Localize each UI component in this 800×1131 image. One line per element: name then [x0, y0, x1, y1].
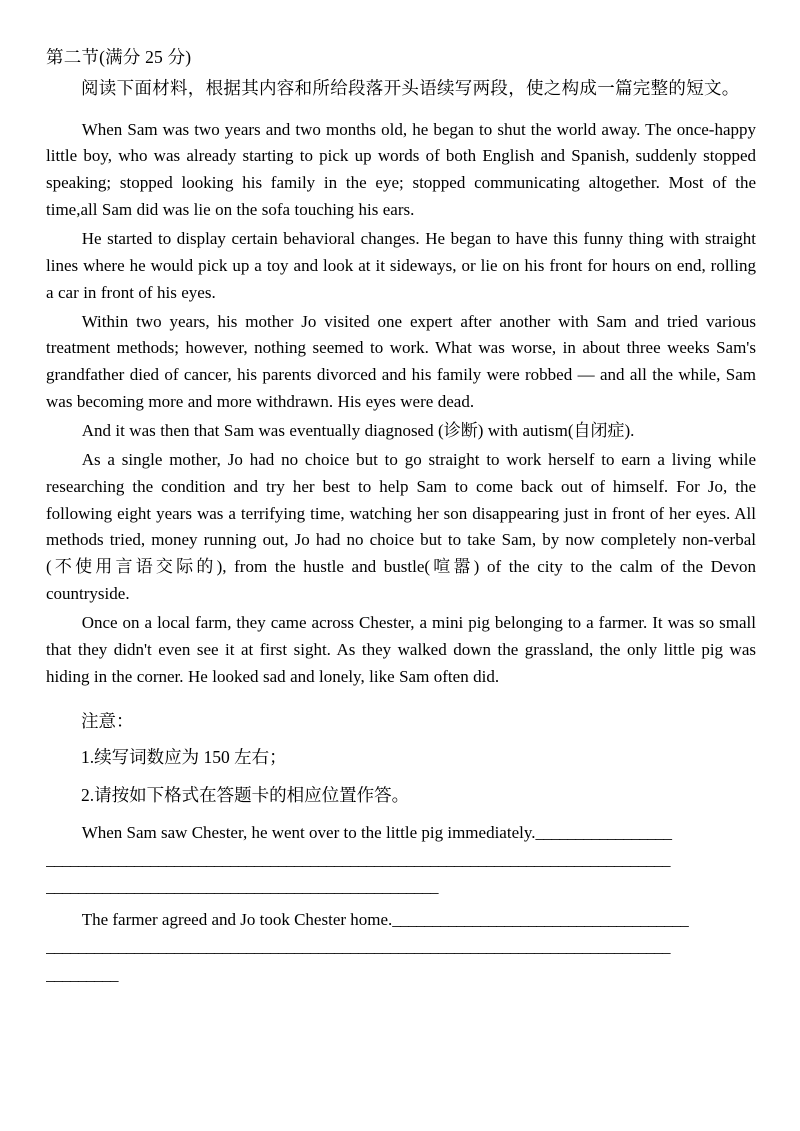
notes-title: 注意：: [81, 710, 134, 731]
passage-paragraph-5: As a single mother, Jo had no choice but to go straight to work herself to earn a living while researching the condition and try her best to help Sam to come back out of himself. For Jo, the following eight years was a terrifying time, watching her son disappearing just in front of her eyes. All methods tried, money running out, Jo had no choice but to take Sam, by now completely non-verbal (不使用言语交际的), from the hustle and bustle(喧嚣) of the city to the calm of the Devon countryside.: [46, 449, 756, 604]
continuation-paragraph-1-opening: [46, 819, 756, 846]
continuation-2-blank: _____________________________________: [392, 910, 689, 930]
continuation-2-text: The farmer agreed and Jo took Chester home.: [81, 910, 393, 930]
section-header: 第二节(满分 25 分): [46, 47, 192, 67]
passage-paragraph-3: Within two years, his mother Jo visited one expert after another with Sam and tried various treatment methods; however, nothing seemed to work. What was worse, in about three weeks Sam's grandfather died of cancer, his parents divorced and his family were robbed — and all the while, Sam was becoming more and more withdrawn. His eyes were dead.: [46, 311, 756, 412]
continuation-paragraph-2-opening: [46, 906, 756, 933]
note-item-1: 1.续写词数应为 150 左右；: [81, 746, 287, 767]
passage-paragraph-1: When Sam was two years and two months old, he began to shut the world away. The once-happy little boy, who was already starting to pick up words of both English and Spanish, suddenly stopped speaking; stopped looking his family in the eye; stopped communicating altogether. Most of the time,all Sam did was lie on the sofa touching his ears.: [46, 119, 756, 220]
passage-paragraph-6: Once on a local farm, they came across Chester, a mini pig belonging to a farmer. It was so small that they didn't even see it at first sight. As they walked down the grassland, the only little pig was hiding in the corner. He looked sad and lonely, like Sam often did.: [46, 613, 756, 686]
passage-paragraph-4: And it was then that Sam was eventually diagnosed (诊断) with autism(自闭症).: [81, 421, 635, 441]
document-content: [46, 44, 756, 988]
continuation-1-rule-line-2: _________________________________________________: [46, 877, 438, 897]
continuation-2-rule-line-2: _________: [46, 964, 118, 984]
passage-paragraph-2: He started to display certain behavioral changes. He began to have this funny thing with straight lines where he would pick up a toy and look at it sideways, or lie on his front for hours on end, rolling a car in front of his eyes.: [46, 229, 756, 302]
task-instruction: 阅读下面材料，根据其内容和所给段落开头语续写两段，使之构成一篇完整的短文。: [81, 78, 740, 99]
continuation-1-rule-line-1: ______________________________________________________________________________: [46, 849, 670, 869]
continuation-1-blank: _________________: [535, 822, 672, 842]
note-item-2: 2.请按如下格式在答题卡的相应位置作答。: [81, 784, 410, 805]
continuation-1-text: When Sam saw Chester, he went over to the little pig immediately.: [81, 822, 536, 842]
continuation-2-rule-line-1: ______________________________________________________________________________: [46, 937, 670, 957]
